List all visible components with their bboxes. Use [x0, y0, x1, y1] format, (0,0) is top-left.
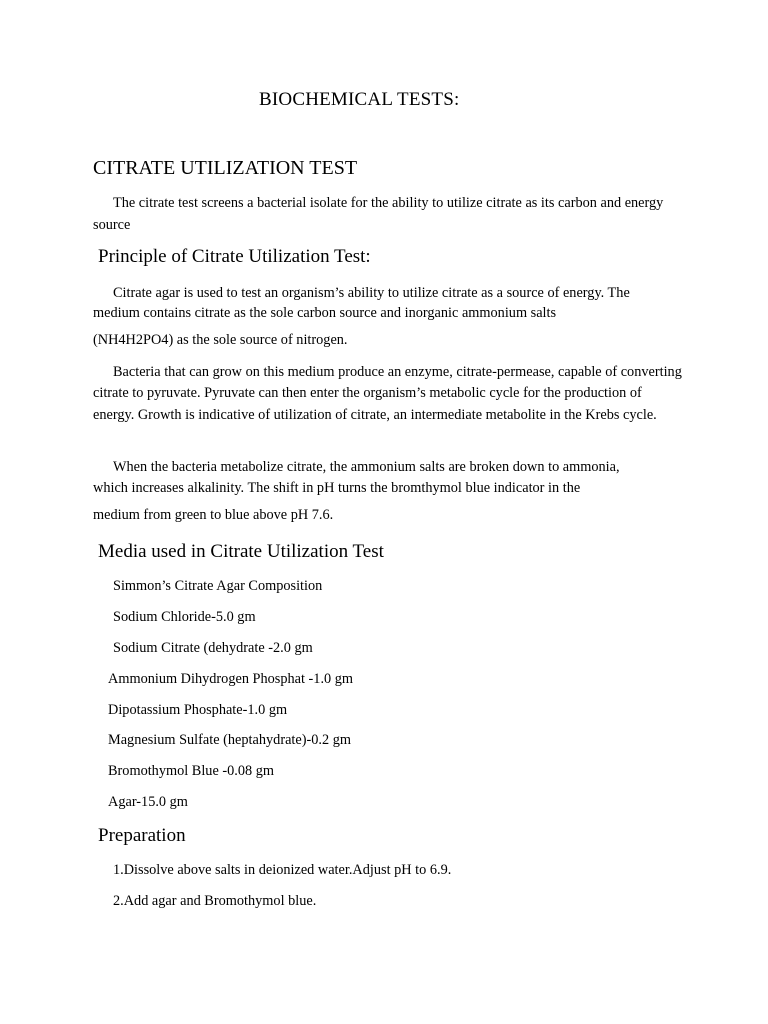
principle-paragraph-1-line-1: Citrate agar is used to test an organism’s ability to utilize citrate as a source of energy. The [113, 285, 630, 301]
principle-heading: Principle of Citrate Utilization Test: [98, 246, 371, 267]
preparation-step: 2.Add agar and Bromothymol blue. [113, 893, 317, 909]
media-item: Sodium Chloride-5.0 gm [113, 609, 256, 625]
media-heading: Media used in Citrate Utilization Test [98, 541, 384, 562]
preparation-step: 1.Dissolve above salts in deionized water.Adjust pH to 6.9. [113, 862, 452, 878]
preparation-heading: Preparation [98, 825, 186, 846]
media-item: Agar-15.0 gm [108, 794, 188, 810]
media-item: Magnesium Sulfate (heptahydrate)-0.2 gm [108, 732, 351, 748]
media-item: Dipotassium Phosphate-1.0 gm [108, 702, 288, 718]
media-item: Sodium Citrate (dehydrate -2.0 gm [113, 640, 313, 656]
principle-paragraph-3-line-3: medium from green to blue above pH 7.6. [93, 507, 334, 523]
intro-paragraph: The citrate test screens a bacterial isolate for the ability to utilize citrate as its carbon and energy source [93, 195, 664, 233]
media-item: Ammonium Dihydrogen Phosphat -1.0 gm [108, 671, 354, 687]
principle-paragraph-2: Bacteria that can grow on this medium produce an enzyme, citrate-permease, capable of converting citrate to pyruvate. Pyruvate can then enter the organism’s metabolic cycle for the production of energy. Growth is indicative of utilization of citrate, an intermediate metabolite in the Krebs cycle. [93, 364, 682, 423]
principle-paragraph-1-line-3: (NH4H2PO4) as the sole source of nitrogen. [93, 332, 348, 348]
document-title: BIOCHEMICAL TESTS: [259, 89, 460, 110]
section-title: CITRATE UTILIZATION TEST [93, 157, 358, 179]
media-item: Bromothymol Blue -0.08 gm [108, 763, 274, 779]
media-item: Simmon’s Citrate Agar Composition [113, 578, 323, 594]
principle-paragraph-3-line-2: which increases alkalinity. The shift in pH turns the bromthymol blue indicator in the [93, 480, 581, 496]
principle-paragraph-3-line-1: When the bacteria metabolize citrate, the ammonium salts are broken down to ammonia, [113, 459, 620, 475]
principle-paragraph-1-line-2: medium contains citrate as the sole carbon source and inorganic ammonium salts [93, 305, 557, 321]
